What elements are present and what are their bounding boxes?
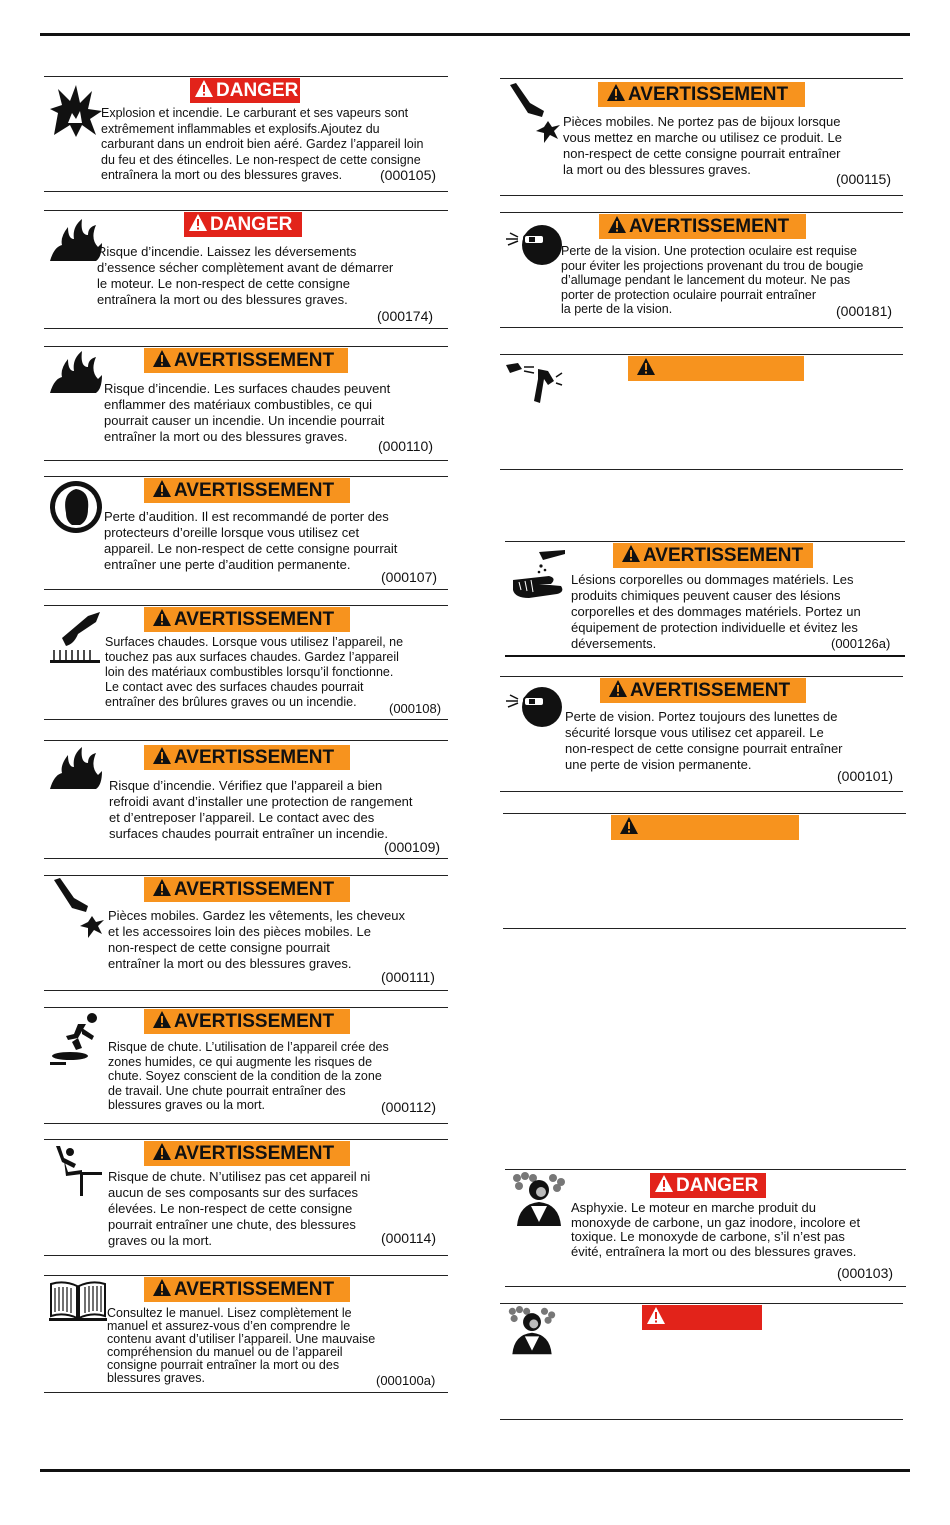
warning-message: Perte d’audition. Il est recommandé de porter des protecteurs d’oreille lorsque vous utilisez cet appareil. Le non-respect de cette consigne pourrait entraîner une perte d’audition permanente. xyxy=(104,509,398,572)
signal-word: DANGER xyxy=(210,214,293,235)
asphyxiation-icon xyxy=(504,1306,560,1362)
warning-triangle-icon xyxy=(619,816,639,836)
warning-code: (000115) xyxy=(836,171,892,187)
safety-block-hearing xyxy=(44,476,448,590)
warning-code: (000126a) xyxy=(831,636,891,651)
signal-word: AVERTISSEMENT xyxy=(174,879,335,900)
warning-code: (000174) xyxy=(377,308,434,324)
warning-badge xyxy=(144,1277,350,1302)
signal-word: AVERTISSEMENT xyxy=(174,747,335,768)
moving-parts-icon xyxy=(48,876,104,932)
warning-code: (000105) xyxy=(380,167,437,183)
safety-block-asphyxiation-blank xyxy=(500,1303,903,1420)
safety-block-chemicals xyxy=(505,541,905,656)
signal-word: AVERTISSEMENT xyxy=(630,680,791,701)
warning-message: Pièces mobiles. Gardez les vêtements, les cheveux et les accessoires loin des pièces mobiles. Le non-respect de cette consigne pourrait entraîner la mort ou des blessures graves. xyxy=(108,908,405,971)
signal-word: AVERTISSEMENT xyxy=(628,84,789,105)
warning-code: (000109) xyxy=(384,839,441,855)
safety-block-hot-surface-fire xyxy=(44,346,448,461)
fall-hazard-icon xyxy=(48,1142,104,1198)
danger-badge xyxy=(190,78,300,103)
warning-code: (000111) xyxy=(381,969,435,985)
warning-badge xyxy=(599,214,806,239)
warning-triangle-icon xyxy=(636,357,656,377)
safety-block-high-pressure xyxy=(500,354,903,470)
warning-triangle-icon xyxy=(152,1010,172,1030)
signal-word: AVERTISSEMENT xyxy=(174,480,335,501)
eye-protection-icon xyxy=(504,679,560,735)
warning-badge xyxy=(144,478,350,503)
warning-triangle-icon xyxy=(621,544,641,564)
safety-block-blank xyxy=(503,813,906,929)
danger-badge xyxy=(642,1305,762,1330)
warning-triangle-icon xyxy=(152,1142,172,1162)
high-pressure-spray-icon xyxy=(504,359,560,415)
safety-block-hot-surfaces xyxy=(44,605,448,720)
signal-word: AVERTISSEMENT xyxy=(174,1011,335,1032)
warning-badge xyxy=(611,815,799,840)
moving-parts-icon xyxy=(504,81,560,137)
header-rule xyxy=(40,33,910,36)
warning-code: (000108) xyxy=(389,701,442,716)
warning-triangle-icon xyxy=(646,1306,666,1326)
fire-icon xyxy=(48,217,104,273)
warning-message: Asphyxie. Le moteur en marche produit du monoxyde de carbone, un gaz inodore, incolore et toxique. Le monoxyde de carbone, s’il n’est pas évité, entraînera la mort ou des blessures graves. xyxy=(571,1200,861,1259)
signal-word: DANGER xyxy=(676,1175,759,1196)
safety-block-fire xyxy=(44,210,448,329)
warning-badge xyxy=(144,1009,350,1034)
hearing-protection-icon xyxy=(48,479,104,535)
safety-block-manual xyxy=(44,1275,448,1393)
warning-triangle-icon xyxy=(152,878,172,898)
warning-triangle-icon xyxy=(608,679,628,699)
warning-code: (000100a) xyxy=(376,1373,436,1388)
danger-badge xyxy=(184,212,302,237)
warning-code: (000112) xyxy=(381,1099,437,1115)
warning-badge xyxy=(144,607,350,632)
warning-message: Explosion et incendie. Le carburant et ses vapeurs sont extrêmement inflammables et explosifs.Ajoutez du carburant dans un endroit bien aéré. Gardez l’appareil loin du feu et des étincelles. Le non-respect de cette consigne entraînera la mort ou des blessures graves. xyxy=(101,106,424,182)
safety-block-eye-spark-plug xyxy=(500,212,903,328)
warning-message: Risque de chute. L’utilisation de l’appareil crée des zones humides, ce qui augmente les risques de chute. Soyez conscient de la condition de la zone de travail. Une chute pourrait entraîner des blessures graves ou la mort. xyxy=(108,1040,389,1112)
footer-rule xyxy=(40,1469,910,1472)
warning-message: Surfaces chaudes. Lorsque vous utilisez l’appareil, ne touchez pas aux surfaces chaudes. Gardez l’appareil loin des matériaux combustibles lorsqu’il fonctionne. Le contact avec des surfaces chaudes pourrait entraîner des brûlures graves ou un incendie. xyxy=(105,635,404,709)
eye-protection-icon xyxy=(504,217,560,273)
warning-triangle-icon xyxy=(654,1174,674,1194)
warning-code: (000103) xyxy=(837,1265,894,1281)
safety-block-moving-parts xyxy=(44,875,448,991)
warning-triangle-icon xyxy=(152,1278,172,1298)
chemical-burn-icon xyxy=(509,550,565,606)
warning-badge xyxy=(628,356,804,381)
warning-triangle-icon xyxy=(152,479,172,499)
signal-word: AVERTISSEMENT xyxy=(174,350,335,371)
warning-message: Risque d’incendie. Laissez les déversements d’essence sécher complètement avant de démarrer le moteur. Le non-respect de cette consigne entraînera la mort ou des blessures graves. xyxy=(97,244,394,307)
divider xyxy=(505,655,905,657)
warning-code: (000101) xyxy=(837,768,894,784)
warning-code: (000181) xyxy=(836,303,893,319)
warning-badge xyxy=(144,877,350,902)
safety-block-asphyxiation xyxy=(505,1169,906,1287)
safety-block-slip xyxy=(44,1007,448,1124)
fire-icon xyxy=(48,349,104,405)
danger-badge xyxy=(650,1173,766,1198)
warning-message: Risque d’incendie. Les surfaces chaudes peuvent enflammer des matériaux combustibles, ce qui pourrait causer un incendie. Un incendie pourrait entraîner la mort ou des blessures graves. xyxy=(104,381,391,444)
warning-message: Consultez le manuel. Lisez complètement le manuel et assurez-vous d’en comprendre le contenu avant d’utiliser l’appareil. Une mauvaise compréhension du manuel ou de l’appareil consigne pourrait entraîner la mort ou des blessures graves. xyxy=(107,1306,376,1385)
asphyxiation-icon xyxy=(509,1172,565,1228)
safety-block-storage-fire xyxy=(44,740,448,859)
warning-badge xyxy=(598,82,805,107)
warning-triangle-icon xyxy=(194,79,214,99)
hot-surface-icon xyxy=(48,608,104,664)
warning-triangle-icon xyxy=(152,349,172,369)
warning-code: (000107) xyxy=(381,569,438,585)
slip-hazard-icon xyxy=(48,1010,104,1066)
signal-word: DANGER xyxy=(216,80,299,101)
fire-icon xyxy=(48,745,104,801)
warning-message: Perte de vision. Portez toujours des lunettes de sécurité lorsque vous utilisez cet appareil. Le non-respect de cette consigne pourrait entraîner une perte de vision permanente. xyxy=(565,709,843,772)
warning-message: Pièces mobiles. Ne portez pas de bijoux lorsque vous mettez en marche ou utilisez ce produit. Le non-respect de cette consigne pourrait entraîner la mort ou des blessures graves. xyxy=(563,114,842,177)
warning-message: Lésions corporelles ou dommages matériels. Les produits chimiques peuvent causer des lésions corporelles et des dommages matériels. Portez un équipement de protection individuelle et évitez les déversements. xyxy=(571,572,861,651)
safety-block-fall xyxy=(44,1139,448,1256)
warning-code: (000110) xyxy=(378,438,434,454)
explosion-icon xyxy=(48,83,104,139)
manual-icon xyxy=(48,1278,104,1334)
warning-triangle-icon xyxy=(152,608,172,628)
warning-message: Perte de la vision. Une protection oculaire est requise pour éviter les projections provenant du trou de bougie d’allumage pendant le lancement du moteur. Ne pas porter de protection oculaire pourrait entraîner la perte de la vision. xyxy=(561,244,864,316)
warning-triangle-icon xyxy=(606,83,626,103)
warning-badge xyxy=(144,1141,350,1166)
warning-badge xyxy=(600,678,806,703)
safety-block-explosion xyxy=(44,76,448,192)
signal-word: AVERTISSEMENT xyxy=(174,1279,335,1300)
signal-word: AVERTISSEMENT xyxy=(629,216,790,237)
signal-word: AVERTISSEMENT xyxy=(174,609,335,630)
warning-code: (000114) xyxy=(381,1230,437,1246)
warning-triangle-icon xyxy=(152,746,172,766)
warning-badge xyxy=(613,543,813,568)
warning-message: Risque de chute. N’utilisez pas cet appareil ni aucun de ses composants sur des surfaces élevées. Le non-respect de cette consigne pourrait entraîner une chute, des blessures graves ou la mort. xyxy=(108,1169,371,1248)
safety-block-eye-glasses xyxy=(500,676,903,792)
warning-triangle-icon xyxy=(188,213,208,233)
signal-word: AVERTISSEMENT xyxy=(643,545,804,566)
warning-badge xyxy=(144,348,348,373)
warning-message: Risque d’incendie. Vérifiez que l’appareil a bien refroidi avant d’installer une protection de rangement et d’entreposer l’appareil. Le contact avec des surfaces chaudes pourrait entraîner un incendie. xyxy=(109,778,413,841)
signal-word: AVERTISSEMENT xyxy=(174,1143,335,1164)
warning-triangle-icon xyxy=(607,215,627,235)
warning-badge xyxy=(144,745,350,770)
safety-block-jewelry xyxy=(500,78,903,196)
